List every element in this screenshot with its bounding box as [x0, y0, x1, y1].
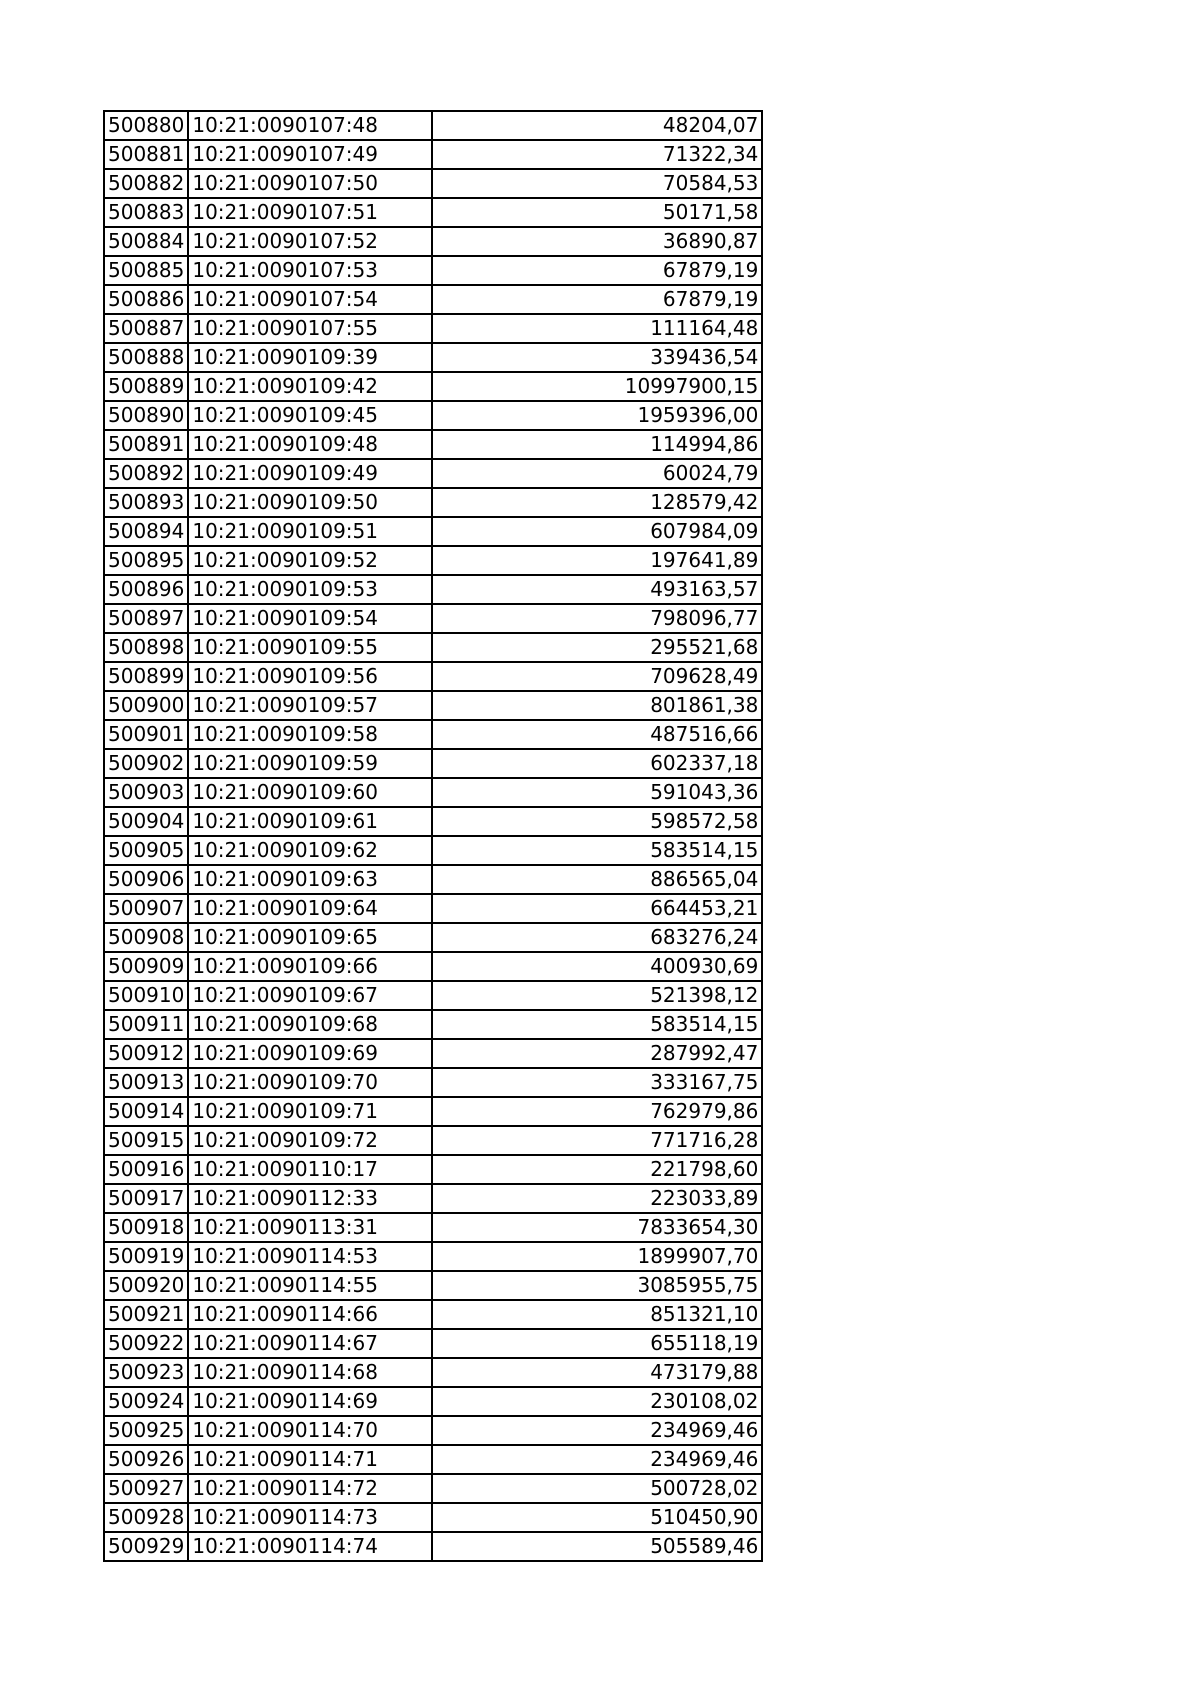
table-row: [104, 749, 762, 778]
cadastral-value-cell: 521398,12: [432, 981, 762, 1010]
table-row: [104, 343, 762, 372]
cadastral-number-cell: 10:21:0090109:49: [188, 459, 432, 488]
row-id-cell: 500922: [104, 1329, 188, 1358]
cadastral-number-cell: 10:21:0090109:56: [188, 662, 432, 691]
cadastral-number-cell: 10:21:0090109:61: [188, 807, 432, 836]
row-id-cell: 500929: [104, 1532, 188, 1561]
cadastral-number-cell: 10:21:0090109:69: [188, 1039, 432, 1068]
cadastral-value-cell: 221798,60: [432, 1155, 762, 1184]
table-body: [104, 111, 762, 1561]
row-id-cell: 500880: [104, 111, 188, 140]
row-id-cell: 500921: [104, 1300, 188, 1329]
table-row: [104, 981, 762, 1010]
cadastral-number-cell: 10:21:0090114:70: [188, 1416, 432, 1445]
table-row: [104, 1358, 762, 1387]
table-row: [104, 227, 762, 256]
cadastral-number-cell: 10:21:0090109:50: [188, 488, 432, 517]
table-row: [104, 662, 762, 691]
cadastral-value-cell: 230108,02: [432, 1387, 762, 1416]
cadastral-value-cell: 655118,19: [432, 1329, 762, 1358]
row-id-cell: 500887: [104, 314, 188, 343]
table-row: [104, 836, 762, 865]
table-row: [104, 1010, 762, 1039]
row-id-cell: 500888: [104, 343, 188, 372]
row-id-cell: 500923: [104, 1358, 188, 1387]
table-row: [104, 633, 762, 662]
cadastral-value-cell: 801861,38: [432, 691, 762, 720]
row-id-cell: 500905: [104, 836, 188, 865]
table-row: [104, 517, 762, 546]
cadastral-number-cell: 10:21:0090109:42: [188, 372, 432, 401]
cadastral-value-cell: 473179,88: [432, 1358, 762, 1387]
table-row: [104, 778, 762, 807]
table-row: [104, 372, 762, 401]
table-row: [104, 1271, 762, 1300]
cadastral-number-cell: 10:21:0090109:60: [188, 778, 432, 807]
row-id-cell: 500914: [104, 1097, 188, 1126]
cadastral-value-cell: 197641,89: [432, 546, 762, 575]
row-id-cell: 500927: [104, 1474, 188, 1503]
cadastral-number-cell: 10:21:0090109:55: [188, 633, 432, 662]
table-row: [104, 285, 762, 314]
row-id-cell: 500889: [104, 372, 188, 401]
row-id-cell: 500892: [104, 459, 188, 488]
table-row: [104, 256, 762, 285]
cadastral-value-cell: 67879,19: [432, 256, 762, 285]
row-id-cell: 500925: [104, 1416, 188, 1445]
cadastral-number-cell: 10:21:0090109:58: [188, 720, 432, 749]
table-row: [104, 575, 762, 604]
cadastral-value-cell: 60024,79: [432, 459, 762, 488]
row-id-cell: 500901: [104, 720, 188, 749]
cadastral-number-cell: 10:21:0090109:66: [188, 952, 432, 981]
cadastral-value-cell: 591043,36: [432, 778, 762, 807]
row-id-cell: 500884: [104, 227, 188, 256]
cadastral-number-cell: 10:21:0090107:48: [188, 111, 432, 140]
cadastral-value-cell: 851321,10: [432, 1300, 762, 1329]
cadastral-value-cell: 128579,42: [432, 488, 762, 517]
cadastral-value-cell: 339436,54: [432, 343, 762, 372]
cadastral-number-cell: 10:21:0090114:73: [188, 1503, 432, 1532]
row-id-cell: 500900: [104, 691, 188, 720]
table-row: [104, 169, 762, 198]
row-id-cell: 500891: [104, 430, 188, 459]
row-id-cell: 500924: [104, 1387, 188, 1416]
cadastral-number-cell: 10:21:0090109:57: [188, 691, 432, 720]
cadastral-number-cell: 10:21:0090107:53: [188, 256, 432, 285]
row-id-cell: 500928: [104, 1503, 188, 1532]
cadastral-value-cell: 1959396,00: [432, 401, 762, 430]
row-id-cell: 500906: [104, 865, 188, 894]
cadastral-number-cell: 10:21:0090109:59: [188, 749, 432, 778]
cadastral-number-cell: 10:21:0090114:69: [188, 1387, 432, 1416]
table-row: [104, 198, 762, 227]
cadastral-number-cell: 10:21:0090109:39: [188, 343, 432, 372]
table-row: [104, 894, 762, 923]
cadastral-number-cell: 10:21:0090107:54: [188, 285, 432, 314]
table-row: [104, 546, 762, 575]
cadastral-number-cell: 10:21:0090109:52: [188, 546, 432, 575]
cadastral-value-cell: 487516,66: [432, 720, 762, 749]
table-row: [104, 314, 762, 343]
cadastral-number-cell: 10:21:0090114:53: [188, 1242, 432, 1271]
row-id-cell: 500893: [104, 488, 188, 517]
table-row: [104, 1097, 762, 1126]
cadastral-number-cell: 10:21:0090107:52: [188, 227, 432, 256]
cadastral-value-cell: 234969,46: [432, 1416, 762, 1445]
row-id-cell: 500903: [104, 778, 188, 807]
cadastral-value-cell: 583514,15: [432, 1010, 762, 1039]
cadastral-value-cell: 36890,87: [432, 227, 762, 256]
row-id-cell: 500926: [104, 1445, 188, 1474]
cadastral-value-cell: 234969,46: [432, 1445, 762, 1474]
cadastral-value-cell: 709628,49: [432, 662, 762, 691]
row-id-cell: 500915: [104, 1126, 188, 1155]
cadastral-number-cell: 10:21:0090109:62: [188, 836, 432, 865]
cadastral-number-cell: 10:21:0090109:68: [188, 1010, 432, 1039]
cadastral-number-cell: 10:21:0090114:66: [188, 1300, 432, 1329]
table-row: [104, 1039, 762, 1068]
table-row: [104, 488, 762, 517]
table-row: [104, 604, 762, 633]
cadastral-value-cell: 67879,19: [432, 285, 762, 314]
table-row: [104, 140, 762, 169]
cadastral-value-cell: 3085955,75: [432, 1271, 762, 1300]
row-id-cell: 500917: [104, 1184, 188, 1213]
cadastral-number-cell: 10:21:0090109:53: [188, 575, 432, 604]
table-row: [104, 923, 762, 952]
table-row: [104, 1503, 762, 1532]
cadastral-value-cell: 114994,86: [432, 430, 762, 459]
row-id-cell: 500894: [104, 517, 188, 546]
cadastral-value-cell: 48204,07: [432, 111, 762, 140]
cadastral-number-cell: 10:21:0090109:70: [188, 1068, 432, 1097]
row-id-cell: 500898: [104, 633, 188, 662]
cadastral-value-cell: 50171,58: [432, 198, 762, 227]
table-row: [104, 401, 762, 430]
table-row: [104, 111, 762, 140]
cadastral-number-cell: 10:21:0090114:71: [188, 1445, 432, 1474]
cadastral-value-cell: 583514,15: [432, 836, 762, 865]
cadastral-value-cell: 798096,77: [432, 604, 762, 633]
table-row: [104, 1300, 762, 1329]
cadastral-number-cell: 10:21:0090114:72: [188, 1474, 432, 1503]
cadastral-value-cell: 771716,28: [432, 1126, 762, 1155]
cadastral-number-cell: 10:21:0090109:63: [188, 865, 432, 894]
table-row: [104, 1329, 762, 1358]
cadastral-value-cell: 10997900,15: [432, 372, 762, 401]
cadastral-number-cell: 10:21:0090110:17: [188, 1155, 432, 1184]
cadastral-value-cell: 223033,89: [432, 1184, 762, 1213]
table-row: [104, 1184, 762, 1213]
cadastral-number-cell: 10:21:0090109:72: [188, 1126, 432, 1155]
row-id-cell: 500890: [104, 401, 188, 430]
table-row: [104, 807, 762, 836]
cadastral-value-cell: 500728,02: [432, 1474, 762, 1503]
cadastral-number-cell: 10:21:0090114:68: [188, 1358, 432, 1387]
table-row: [104, 1474, 762, 1503]
table-row: [104, 1445, 762, 1474]
cadastral-value-cell: 602337,18: [432, 749, 762, 778]
cadastral-value-cell: 70584,53: [432, 169, 762, 198]
cadastral-value-cell: 493163,57: [432, 575, 762, 604]
cadastral-number-cell: 10:21:0090114:74: [188, 1532, 432, 1561]
cadastral-value-cell: 607984,09: [432, 517, 762, 546]
cadastral-number-cell: 10:21:0090109:48: [188, 430, 432, 459]
table-row: [104, 1213, 762, 1242]
row-id-cell: 500897: [104, 604, 188, 633]
cadastral-number-cell: 10:21:0090109:54: [188, 604, 432, 633]
cadastral-value-cell: 400930,69: [432, 952, 762, 981]
row-id-cell: 500899: [104, 662, 188, 691]
cadastral-value-cell: 505589,46: [432, 1532, 762, 1561]
cadastral-number-cell: 10:21:0090114:55: [188, 1271, 432, 1300]
cadastral-number-cell: 10:21:0090109:51: [188, 517, 432, 546]
cadastral-value-cell: 1899907,70: [432, 1242, 762, 1271]
table-row: [104, 952, 762, 981]
cadastral-value-cell: 598572,58: [432, 807, 762, 836]
row-id-cell: 500896: [104, 575, 188, 604]
cadastral-number-cell: 10:21:0090107:55: [188, 314, 432, 343]
table-row: [104, 1416, 762, 1445]
row-id-cell: 500885: [104, 256, 188, 285]
row-id-cell: 500919: [104, 1242, 188, 1271]
table-row: [104, 1242, 762, 1271]
row-id-cell: 500886: [104, 285, 188, 314]
row-id-cell: 500916: [104, 1155, 188, 1184]
table-row: [104, 1155, 762, 1184]
row-id-cell: 500911: [104, 1010, 188, 1039]
row-id-cell: 500913: [104, 1068, 188, 1097]
cadastral-value-cell: 683276,24: [432, 923, 762, 952]
cadastral-number-cell: 10:21:0090107:49: [188, 140, 432, 169]
cadastral-value-cell: 333167,75: [432, 1068, 762, 1097]
row-id-cell: 500895: [104, 546, 188, 575]
cadastral-number-cell: 10:21:0090113:31: [188, 1213, 432, 1242]
row-id-cell: 500904: [104, 807, 188, 836]
cadastral-value-cell: 886565,04: [432, 865, 762, 894]
cadastral-number-cell: 10:21:0090109:65: [188, 923, 432, 952]
cadastral-value-cell: 287992,47: [432, 1039, 762, 1068]
cadastral-number-cell: 10:21:0090109:71: [188, 1097, 432, 1126]
table-row: [104, 459, 762, 488]
row-id-cell: 500912: [104, 1039, 188, 1068]
cadastral-number-cell: 10:21:0090109:45: [188, 401, 432, 430]
row-id-cell: 500907: [104, 894, 188, 923]
cadastral-value-table: [103, 110, 763, 1562]
cadastral-number-cell: 10:21:0090112:33: [188, 1184, 432, 1213]
table-row: [104, 720, 762, 749]
cadastral-value-cell: 510450,90: [432, 1503, 762, 1532]
row-id-cell: 500918: [104, 1213, 188, 1242]
cadastral-number-cell: 10:21:0090109:64: [188, 894, 432, 923]
cadastral-value-cell: 71322,34: [432, 140, 762, 169]
row-id-cell: 500881: [104, 140, 188, 169]
cadastral-value-cell: 664453,21: [432, 894, 762, 923]
table-row: [104, 1532, 762, 1561]
table-row: [104, 865, 762, 894]
cadastral-value-cell: 7833654,30: [432, 1213, 762, 1242]
row-id-cell: 500908: [104, 923, 188, 952]
table-row: [104, 1387, 762, 1416]
cadastral-number-cell: 10:21:0090114:67: [188, 1329, 432, 1358]
cadastral-value-cell: 111164,48: [432, 314, 762, 343]
cadastral-number-cell: 10:21:0090109:67: [188, 981, 432, 1010]
table-row: [104, 691, 762, 720]
cadastral-value-cell: 295521,68: [432, 633, 762, 662]
row-id-cell: 500882: [104, 169, 188, 198]
row-id-cell: 500920: [104, 1271, 188, 1300]
cadastral-value-cell: 762979,86: [432, 1097, 762, 1126]
cadastral-number-cell: 10:21:0090107:50: [188, 169, 432, 198]
row-id-cell: 500909: [104, 952, 188, 981]
table-row: [104, 1068, 762, 1097]
row-id-cell: 500902: [104, 749, 188, 778]
table-row: [104, 430, 762, 459]
row-id-cell: 500910: [104, 981, 188, 1010]
table-row: [104, 1126, 762, 1155]
cadastral-number-cell: 10:21:0090107:51: [188, 198, 432, 227]
row-id-cell: 500883: [104, 198, 188, 227]
